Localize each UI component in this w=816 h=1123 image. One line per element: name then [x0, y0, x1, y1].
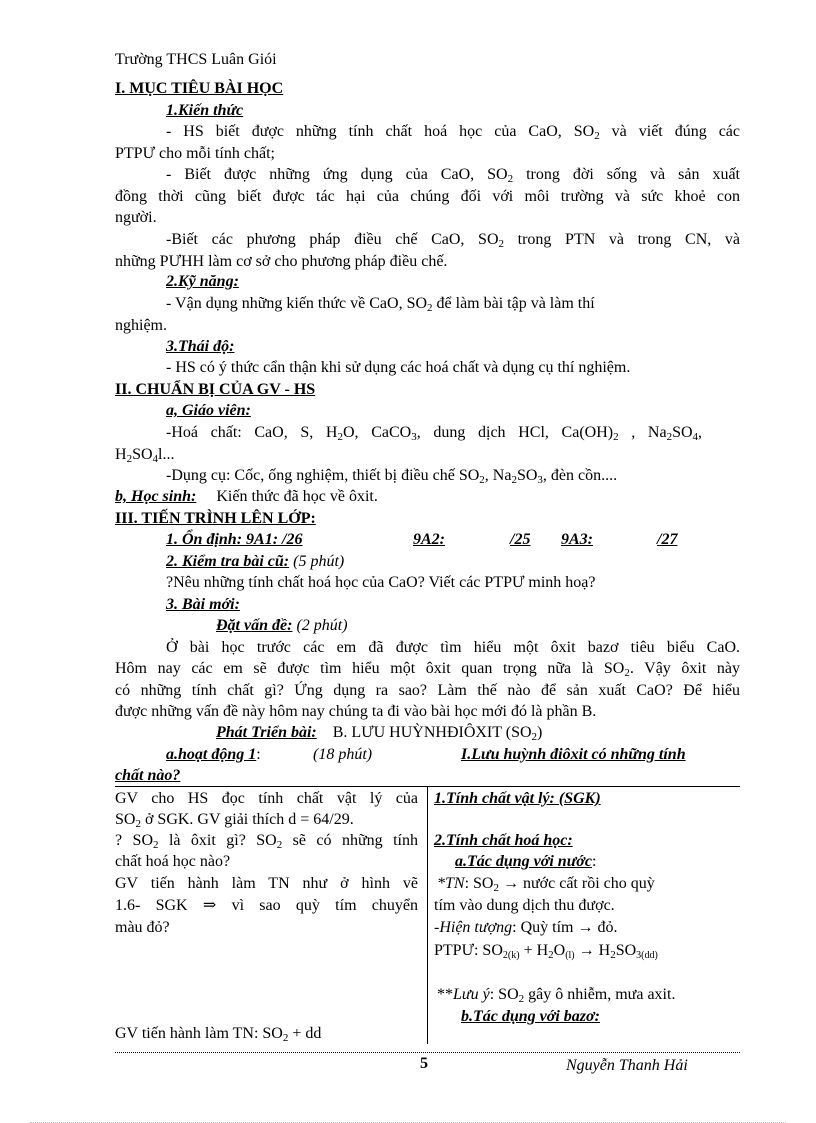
- skills-line2: nghiệm.: [115, 317, 167, 334]
- author-name: Nguyễn Thanh Hải: [566, 1057, 688, 1074]
- review-heading: 2. Kiểm tra bài cũ: (5 phút): [166, 553, 345, 570]
- problem-line1: Ở bài học trước các em đã được tìm hiểu một ôxit bazơ tiêu biểu CaO.: [166, 639, 740, 656]
- skills-heading: 2.Kỹ năng:: [166, 273, 239, 290]
- left-line4: chất hoá học nào?: [115, 853, 231, 870]
- attitude-heading: 3.Thái độ:: [166, 338, 235, 355]
- class-9a2-count: /25: [510, 531, 531, 548]
- chemicals-line1: -Hoá chất: CaO, S, $H_2O$, CaCO$_3$, dung dịch HCl, $Ca(OH)_2$ , $Na_2SO_4$,: [166, 424, 703, 443]
- section-2-title: II. CHUẨN BỊ CỦA GV - HS: [115, 381, 316, 398]
- knowledge-p2-line1: - Biết được những ứng dụng của CaO, $SO_2$ trong đời sống và sản xuất: [166, 166, 740, 185]
- with-base-heading: b.Tác dụng với bazơ:: [461, 1008, 600, 1025]
- problem-heading: Đặt vấn đề: (2 phút): [216, 617, 348, 634]
- problem-line3: có những tính chất gì? Ứng dụng ra sao? Làm thế nào để sản xuất CaO? Để hiểu: [115, 682, 740, 699]
- problem-line4: được những vấn đề này hôm nay chúng ta đi vào bài học mới đó là phần B.: [115, 703, 597, 720]
- experiment-line2: tím vào dung dịch thu được.: [434, 897, 615, 914]
- equipment-line: -Dụng cụ: Cốc, ống nghiệm, thiết bị điều chế $SO_2$, $Na_2SO_3$, đèn cồn....: [166, 467, 618, 486]
- attitude-line1: - HS có ý thức cẩn thận khi sử dụng các hoá chất và dụng cụ thí nghiệm.: [166, 359, 631, 376]
- experiment-line1: *TN: $SO_2$ → nước cất rồi cho quỳ: [437, 875, 655, 894]
- chemical-properties: 2.Tính chất hoá học:: [434, 832, 573, 849]
- skills-line1: - Vận dụng những kiến thức về CaO, $SO_2$ để làm bài tập và làm thí: [166, 295, 595, 314]
- class-9a2: 9A2:: [413, 531, 445, 548]
- review-question: ?Nêu những tính chất hoá học của CaO? Viết các PTPƯ minh hoạ?: [166, 574, 596, 591]
- knowledge-heading: 1.Kiến thức: [166, 102, 244, 119]
- knowledge-p1-line1: - HS biết được những tính chất hoá học của CaO, $SO_2$ và viết đúng các: [166, 123, 741, 142]
- stabilize-row: 1. Ổn định: 9A1: /26: [166, 531, 303, 548]
- left-line2: $SO_2$ ở SGK. GV giải thích d = 64/29.: [115, 811, 354, 830]
- page-number: 5: [420, 1055, 428, 1072]
- chemicals-line2: $H_2SO_4l$...: [115, 446, 175, 465]
- teacher-heading: a, Giáo viên:: [166, 402, 251, 419]
- with-water-heading: a.Tác dụng với nước:: [455, 853, 597, 870]
- left-line3: ? $SO_2$ là ôxit gì? $SO_2$ sẽ có những tính: [115, 832, 418, 851]
- activity-1-label: a.hoạt động 1:: [166, 746, 261, 763]
- new-lesson-heading: 3. Bài mới:: [166, 596, 240, 613]
- phenomenon-line: -Hiện tượng: Quỳ tím → đỏ.: [434, 919, 618, 936]
- problem-line2: Hôm nay các em sẽ được tìm hiểu một ôxit quan trọng nữa là $SO_2$. Vậy ôxit này: [115, 660, 741, 679]
- physical-properties: 1.Tính chất vật lý: (SGK): [434, 790, 601, 807]
- class-9a3: 9A3:: [561, 531, 593, 548]
- left-line7: màu đỏ?: [115, 919, 170, 936]
- knowledge-p1-line2: PTPƯ cho mỗi tính chất;: [115, 145, 275, 162]
- section-3-title: III. TIẾN TRÌNH LÊN LỚP:: [115, 510, 316, 527]
- student-line: b, Học sinh: Kiến thức đã học về ôxit.: [115, 488, 378, 505]
- note-line: **Lưu ý: $SO_2$ gây ô nhiễm, mưa axit.: [437, 986, 676, 1005]
- equation-line: PTPƯ: $SO_{2(k)} + H_2O_{(l)} \to H_2SO_{3(dd)}$: [434, 942, 658, 961]
- left-line6: 1.6- SGK ⇒ vì sao quỳ tím chuyển: [115, 897, 418, 914]
- activity-1-goal-line2: chất nào?: [115, 767, 181, 784]
- class-9a3-count: /27: [657, 531, 678, 548]
- left-line8: GV tiến hành làm TN: $SO_2$ + dd: [115, 1025, 322, 1044]
- development-heading: Phát Triển bài: B. LƯU HUỲNHĐIÔXIT $(SO_2)$: [216, 724, 543, 743]
- section-1-title: I. MỤC TIÊU BÀI HỌC: [115, 80, 284, 97]
- knowledge-p2-line3: người.: [115, 209, 157, 226]
- activity-1-goal-line1: I.Lưu huỳnh điôxit có những tính: [461, 746, 686, 763]
- knowledge-p3-line2: những PƯHH làm cơ sở cho phương pháp điều chế.: [115, 253, 448, 270]
- knowledge-p2-line2: đồng thời cũng biết được tác hại của chúng đối với môi trường và sức khoẻ con: [115, 188, 740, 205]
- knowledge-p3-line1: -Biết các phương pháp điều chế CaO, $SO_2$ trong PTN và trong CN, và: [166, 231, 741, 250]
- activity-1-time: (18 phút): [313, 746, 373, 763]
- footer-rule: [115, 1052, 740, 1053]
- left-line5: GV tiến hành làm TN như ở hình vẽ: [115, 875, 418, 892]
- table-column-divider: [427, 787, 428, 1044]
- school-name: Trường THCS Luân Giói: [115, 51, 277, 68]
- left-line1: GV cho HS đọc tính chất vật lý của: [115, 790, 418, 807]
